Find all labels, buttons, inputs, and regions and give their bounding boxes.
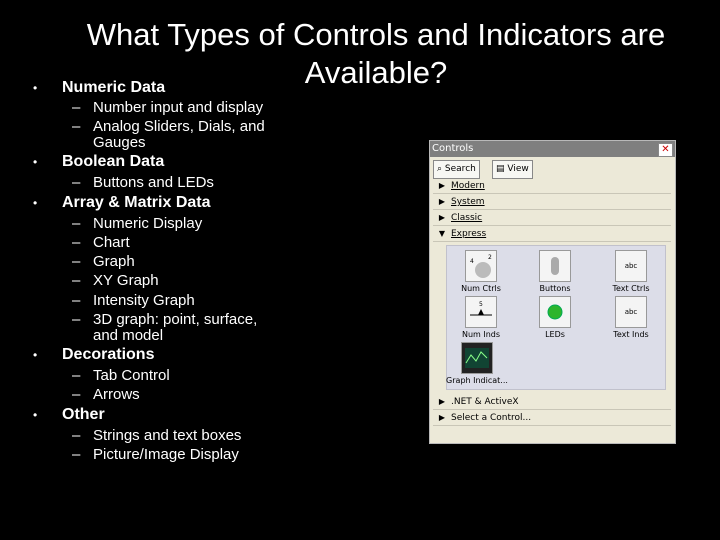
bullet-icon: • [33, 196, 38, 210]
svg-text:5: 5 [479, 301, 483, 308]
svg-text:4: 4 [470, 258, 474, 265]
bullet-icon: • [33, 81, 38, 95]
category-express[interactable]: ▼ Express [433, 227, 671, 242]
view-icon: ▤ [496, 164, 505, 174]
text-ctrls-item[interactable]: abc Text Ctrls [605, 250, 657, 293]
outline-item: – XY Graph [72, 272, 159, 289]
num-ctrls-item[interactable]: 4 2 Num Ctrls [455, 250, 507, 293]
select-arrow-icon: ▶ [438, 413, 446, 422]
outline-heading-boolean: Boolean Data [62, 153, 165, 170]
expand-arrow-icon: ▶ [438, 213, 446, 222]
outline-item: – 3D graph: point, surface, and model [72, 311, 258, 344]
outline-item: – Number input and display [72, 99, 264, 116]
bullet-icon: • [33, 348, 38, 362]
expand-arrow-icon: ▶ [438, 181, 446, 190]
outline-item: – Intensity Graph [72, 292, 195, 309]
svg-text:2: 2 [488, 254, 492, 261]
outline-item: – Analog Sliders, Dials, and Gauges [72, 118, 265, 151]
palette-title: Controls [432, 143, 474, 154]
button-switch-icon [539, 250, 571, 282]
num-inds-item[interactable]: 5 Num Inds [455, 296, 507, 339]
expand-arrow-icon: ▶ [438, 197, 446, 206]
category-net-activex[interactable]: ▶ .NET & ActiveX [433, 395, 671, 410]
category-modern[interactable]: ▶ Modern [433, 179, 671, 194]
outline-item: – Buttons and LEDs [72, 174, 214, 191]
leds-item[interactable]: LEDs [529, 296, 581, 339]
outline-heading-array: Array & Matrix Data [62, 194, 211, 211]
collapse-arrow-icon: ▼ [438, 229, 446, 238]
text-inds-item[interactable]: abc Text Inds [605, 296, 657, 339]
outline-item: – Arrows [72, 386, 140, 403]
express-palette-area [446, 245, 666, 390]
outline-heading-other: Other [62, 406, 105, 423]
outline-item: – Chart [72, 234, 130, 251]
led-icon [539, 296, 571, 328]
outline-item: – Picture/Image Display [72, 446, 239, 463]
outline-item: – Numeric Display [72, 215, 203, 232]
numeric-indicator-icon [465, 296, 497, 328]
category-system[interactable]: ▶ System [433, 195, 671, 210]
category-classic[interactable]: ▶ Classic [433, 211, 671, 226]
select-a-control[interactable]: ▶ Select a Control... [433, 411, 671, 426]
numeric-control-icon [465, 250, 497, 282]
expand-arrow-icon: ▶ [438, 397, 446, 406]
outline-item: – Tab Control [72, 367, 170, 384]
string-control-icon: abc [615, 250, 647, 282]
buttons-item[interactable]: Buttons [529, 250, 581, 293]
outline-item: – Graph [72, 253, 135, 270]
search-icon: ⌕ [437, 164, 443, 174]
string-indicator-icon: abc [615, 296, 647, 328]
graph-indicator-icon [461, 342, 493, 374]
outline-heading-decorations: Decorations [62, 346, 155, 363]
outline-item: – Strings and text boxes [72, 427, 242, 444]
bullet-icon: • [33, 408, 38, 422]
controls-palette [429, 140, 676, 444]
view-button[interactable]: ▤ View [492, 160, 533, 179]
bullet-icon: • [33, 155, 38, 169]
close-icon[interactable]: ✕ [658, 143, 673, 157]
search-button[interactable]: ⌕ Search [433, 160, 480, 179]
slide-title: What Types of Controls and Indicators are Available? [86, 17, 666, 90]
outline-heading-numeric: Numeric Data [62, 79, 166, 96]
graph-indicators-item[interactable]: Graph Indicat... [445, 342, 509, 385]
